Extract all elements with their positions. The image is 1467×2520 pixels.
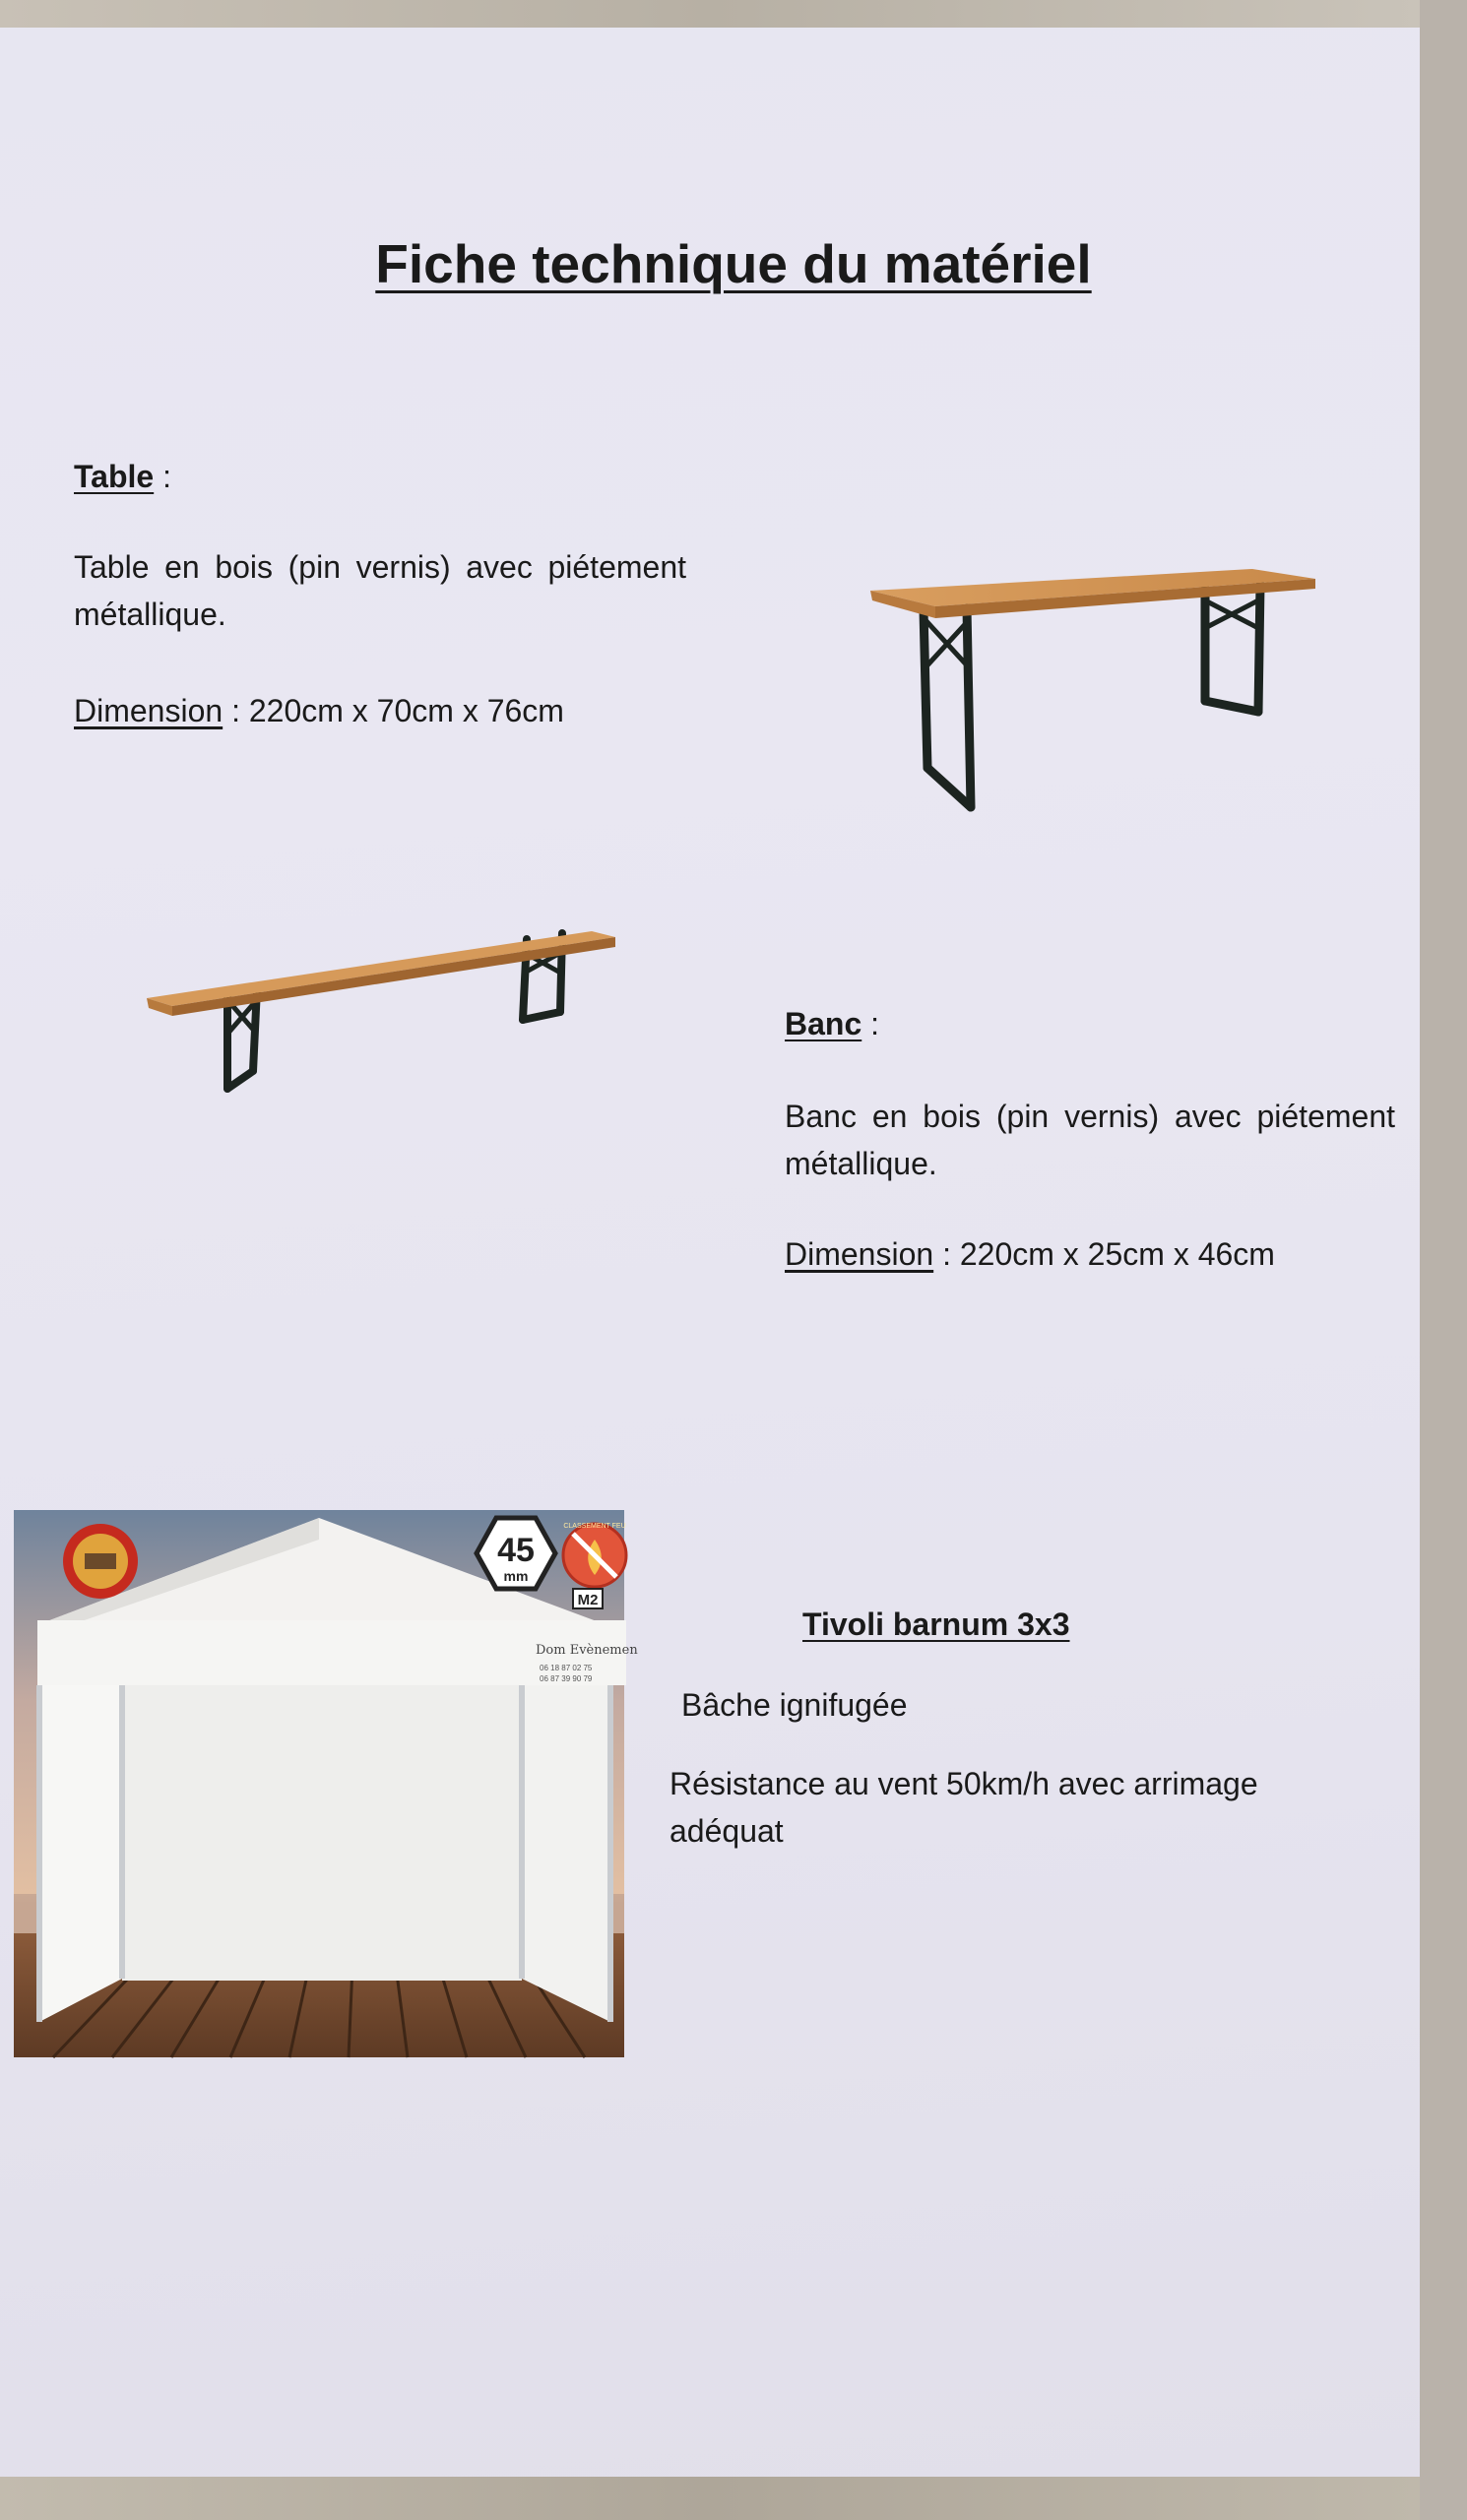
photo-background-bottom bbox=[0, 2477, 1420, 2520]
tent-heading bbox=[802, 1606, 1070, 1643]
table-heading-label: Table bbox=[74, 459, 155, 494]
tent-heading-label: Tivoli barnum 3x3 bbox=[802, 1606, 1070, 1642]
bench-heading-colon: : bbox=[861, 1006, 880, 1041]
table-description: Table en bois (pin vernis) avec piétement métallique. bbox=[74, 549, 686, 632]
tube-size-number: 45 bbox=[497, 1532, 535, 1569]
table-heading bbox=[74, 459, 171, 495]
tube-size-unit: mm bbox=[503, 1568, 529, 1584]
bench-heading-label: Banc bbox=[785, 1006, 862, 1041]
company-logo bbox=[63, 1524, 138, 1599]
table-dimension bbox=[74, 687, 684, 734]
bench-dimension bbox=[785, 1230, 1395, 1278]
bench-dimension-label: Dimension bbox=[785, 1236, 934, 1272]
document-page bbox=[0, 28, 1420, 2477]
tent-image bbox=[14, 1510, 638, 2057]
bench-image bbox=[143, 904, 615, 1130]
photo-background-top bbox=[0, 0, 1420, 28]
bench-description: Banc en bois (pin vernis) avec piétement métallique. bbox=[785, 1099, 1395, 1181]
fire-badge-text: CLASSEMENT FEU bbox=[563, 1523, 626, 1530]
tube-size-badge bbox=[477, 1518, 555, 1589]
table-dimension-label: Dimension bbox=[74, 693, 223, 728]
fire-rating-code: M2 bbox=[577, 1592, 599, 1608]
tent-print-name: Dom Evènemen bbox=[536, 1643, 638, 1658]
tent-feature-wind: Résistance au vent 50km/h avec arrimage adéquat bbox=[670, 1766, 1258, 1849]
table-image bbox=[866, 549, 1319, 815]
table-heading-colon: : bbox=[154, 459, 171, 494]
tent-illustration bbox=[14, 1510, 638, 2057]
table-dimension-value: : 220cm x 70cm x 76cm bbox=[223, 693, 564, 728]
tent-feature-fireproof: Bâche ignifugée bbox=[681, 1687, 908, 1723]
tent-print-phone-1: 06 18 87 02 75 bbox=[540, 1664, 593, 1672]
bench-heading bbox=[785, 1006, 879, 1042]
bench-dimension-value: : 220cm x 25cm x 46cm bbox=[933, 1236, 1275, 1272]
tent-print-phone-2: 06 87 39 90 79 bbox=[540, 1674, 593, 1683]
page-title: Fiche technique du matériel bbox=[375, 233, 1092, 294]
